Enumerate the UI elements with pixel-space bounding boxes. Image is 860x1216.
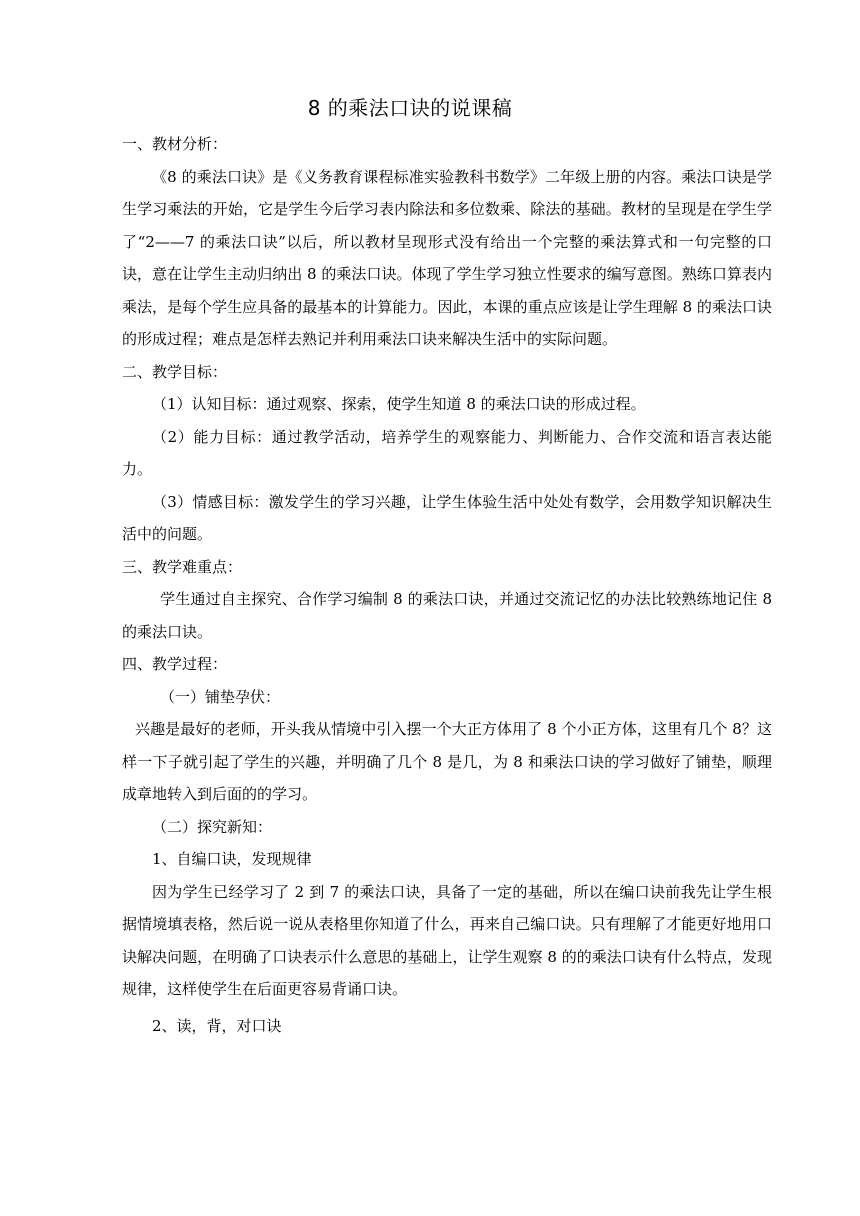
goal-cognitive: （1）认知目标：通过观察、探索，使学生知道 8 的乘法口诀的形成过程。 [152,395,646,413]
paragraph-self-compile: 因为学生已经学习了 2 到 7 的乘法口诀，具备了一定的基础，所以在编口诀前我先让学生根据情境填表格，然后说一说从表格里你知道了什么，再来自己编口诀。只有理解了才能更好地用口诀解决问题，在明确了口诀表示什么意思的基础上，让学生观察 8 的的乘法口诀有什么特点，发现规律，这样使学生在后面更容易背诵口诀。 [122,882,772,998]
step-read-recite: 2、读，背，对口诀 [152,1016,282,1035]
section-heading-key-points: 三、教学难重点： [122,557,243,576]
goal-emotional: （3）情感目标：激发学生的学习兴趣，让学生体验生活中处处有数学，会用数学知识解决生活中的问题。 [122,492,772,543]
subheading-preparation: （一）铺垫孕伏： [160,687,281,706]
goal-ability: （2）能力目标：通过教学活动，培养学生的观察能力、判断能力、合作交流和语言表达能力。 [122,427,772,478]
section-heading-textbook-analysis: 一、教材分析： [122,135,228,153]
step-self-compile: 1、自编口诀，发现规律 [152,850,312,868]
page-title: 8 的乘法口诀的说课稿 [307,96,513,120]
subheading-explore-new: （二）探究新知： [152,817,273,836]
document-body [122,128,772,1042]
paragraph-textbook-analysis: 《8 的乘法口诀》是《义务教育课程标准实验教科书数学》二年级上册的内容。乘法口诀是学生学习乘法的开始，它是学生今后学习表内除法和多位数乘、除法的基础。教材的呈现是在学生学了“2——7 的乘法口诀”以后，所以教材呈现形式没有给出一个完整的乘法算式和一句完整的口诀，意在让学生主动归纳出 8 的乘法口诀。体现了学生学习独立性要求的编写意图。熟练口算表内乘法，是每个学生应具备的最基本的计算能力。因此，本课的重点应该是让学生理解 8 的乘法口诀的形成过程；难点是怎样去熟记并利用乘法口诀来解决生活中的实际问题。 [122,167,772,348]
section-heading-teaching-process: 四、教学过程： [122,655,228,673]
section-heading-teaching-goals: 二、教学目标： [122,362,228,381]
paragraph-key-points: 学生通过自主探究、合作学习编制 8 的乘法口诀，并通过交流记忆的办法比较熟练地记住 8 的乘法口诀。 [122,590,772,641]
paragraph-preparation: 兴趣是最好的老师，开头我从情境中引入摆一个大正方体用了 8 个小正方体，这里有几个 8？这样一下子就引起了学生的兴趣，并明确了几个 8 是几，为 8 和乘法口诀的学习做好了铺垫，顺理成章地转入到后面的的学习。 [122,720,772,803]
